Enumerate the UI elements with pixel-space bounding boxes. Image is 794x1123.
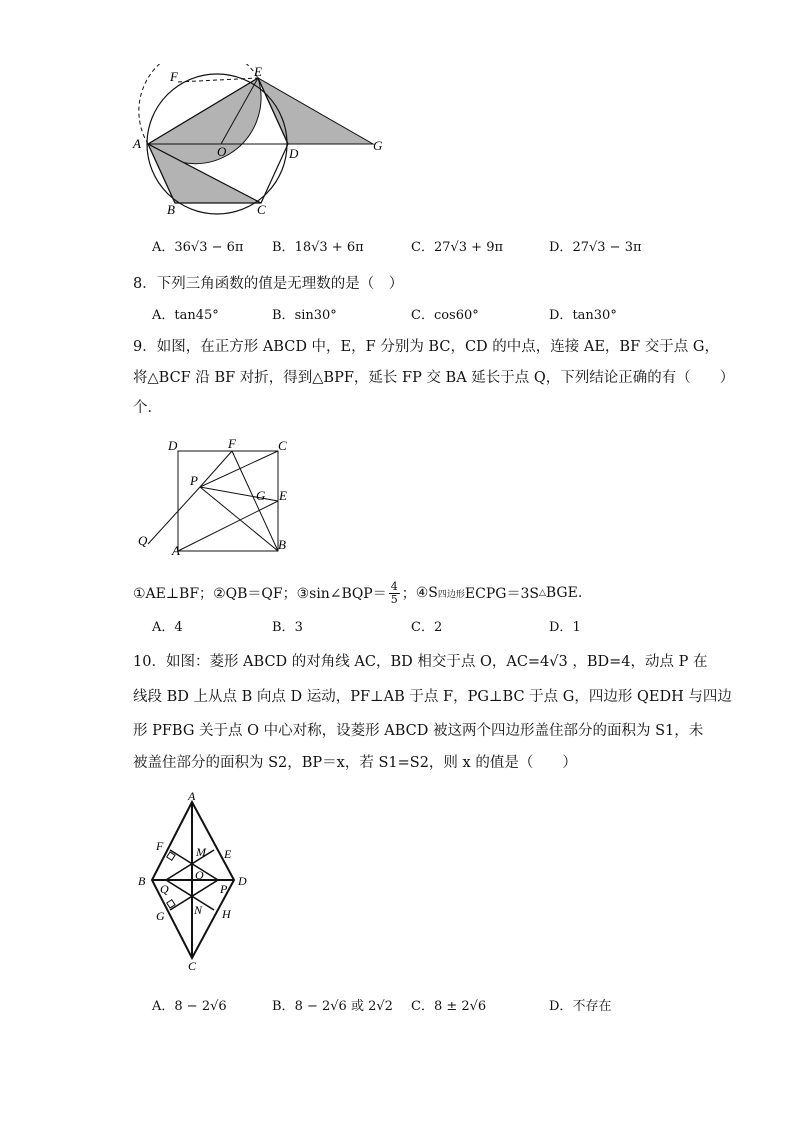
q9-figure [136, 432, 300, 556]
option-letter: B． [272, 240, 295, 255]
q10-stem-line3: 形 PFBG 关于点 O 中心对称，设菱形 ABCD 被这两个四边形盖住部分的面积为 S1，未 [133, 723, 704, 739]
q10-option-a[interactable] [152, 997, 227, 1017]
q9-line-pe [200, 487, 278, 501]
q9-fraction-numerator: 4 [390, 579, 398, 593]
q7-shaded-triangle-eg [258, 78, 373, 144]
q9-option-c[interactable] [411, 618, 442, 638]
q9-label-p: P [190, 473, 198, 488]
q9-label-b: B [278, 537, 286, 552]
q9-label-a: A [172, 543, 180, 556]
q10-label-q: Q [160, 882, 169, 896]
q9-conclusion-2: ②QB＝QF； [213, 586, 297, 602]
q9-conclusion-4-prefix: ④S [415, 585, 438, 601]
option-letter: A． [152, 308, 175, 323]
option-letter: C． [411, 240, 434, 255]
q7-label-o: O [217, 144, 227, 159]
q9-line-pb [200, 487, 278, 551]
q9-stem-line2: 将△BCF 沿 BF 对折，得到△BPF，延长 FP 交 BA 延长于点 Q，下列结论正确的有（ ） [133, 370, 735, 386]
option-text: 3 [294, 620, 303, 635]
q10-label-a: A [188, 790, 196, 803]
q10-label-m: M [196, 845, 206, 859]
option-text: 4 [174, 620, 183, 635]
q7-shaded-sector [148, 78, 261, 164]
option-text: 8 − 2√6 [174, 999, 227, 1014]
q7-option-c[interactable] [411, 238, 503, 258]
q10-label-d: D [238, 874, 247, 888]
q8-stem: 8．下列三角函数的值是无理数的是（ ） [133, 276, 404, 292]
q7-label-g: G [373, 138, 383, 153]
option-text: 27√3 + 9π [433, 240, 504, 255]
q9-conclusion-3-suffix: ； [401, 586, 416, 602]
option-text: sin30° [294, 308, 337, 323]
q9-conclusion-4-mid: ECPG＝3S [464, 586, 539, 602]
option-text: tan45° [174, 308, 219, 323]
q10-stem-line1: 10．如图：菱形 ABCD 的对角线 AC，BD 相交于点 O，AC=4√3 ，BD=4，动点 P 在 [133, 654, 708, 670]
q9-label-d: D [168, 438, 178, 453]
q9-fraction-denominator: 5 [390, 592, 398, 606]
q10-label-p: P [220, 882, 228, 896]
q9-label-e: E [279, 488, 287, 503]
option-text: 1 [572, 620, 581, 635]
q10-label-o: O [195, 868, 204, 882]
option-letter: D． [549, 308, 573, 323]
q9-line-qp [148, 487, 200, 544]
q7-label-e: E [254, 64, 262, 79]
q9-conclusions [133, 580, 582, 606]
q9-option-d[interactable] [549, 618, 581, 638]
option-text: cos60° [433, 308, 479, 323]
option-letter: B． [272, 999, 295, 1014]
q9-conclusion-4-sub2: △ [538, 588, 546, 598]
option-letter: D． [549, 620, 573, 635]
q9-fraction [389, 581, 400, 606]
q9-stem-line1: 9．如图，在正方形 ABCD 中，E，F 分别为 BC，CD 的中点，连接 AE，BF 交于点 G， [133, 339, 719, 355]
q7-label-c: C [257, 202, 266, 217]
q9-label-c: C [278, 438, 287, 453]
q10-label-c: C [188, 959, 197, 972]
q7-option-a[interactable] [152, 238, 243, 258]
q9-option-a[interactable] [152, 618, 183, 638]
q10-stem-line4: 被盖住部分的面积为 S2，BP＝x，若 S1=S2，则 x 的值是（ ） [133, 755, 577, 771]
q7-label-b: B [167, 202, 175, 217]
q10-label-b: B [138, 874, 146, 888]
q10-figure [134, 790, 254, 972]
option-letter: B． [272, 620, 295, 635]
q9-label-f: F [228, 436, 236, 451]
option-text: 8 − 2√6 或 2√2 [294, 999, 393, 1014]
q9-line-ae [178, 501, 278, 551]
option-letter: C． [411, 999, 434, 1014]
q10-label-g: G [156, 909, 165, 923]
option-letter: C． [411, 620, 434, 635]
option-letter: D． [549, 240, 573, 255]
q8-option-d[interactable] [549, 306, 617, 326]
q9-line-fb [232, 451, 278, 551]
q10-label-h: H [222, 907, 231, 921]
option-text: 不存在 [572, 999, 612, 1014]
q9-conclusion-4-sub: 四边形 [437, 589, 465, 600]
q10-option-d[interactable] [549, 997, 611, 1017]
q8-option-c[interactable] [411, 306, 479, 326]
q7-label-f: F [170, 69, 178, 84]
q9-stem-line3: 个． [133, 400, 162, 416]
q7-option-d[interactable] [549, 238, 642, 258]
option-letter: B． [272, 308, 295, 323]
option-letter: D． [549, 999, 573, 1014]
q8-option-a[interactable] [152, 306, 219, 326]
q9-line-fp [200, 451, 232, 487]
q9-label-g: G [256, 488, 266, 503]
q9-conclusion-1: ①AE⊥BF； [133, 586, 214, 602]
q9-conclusion-4-suffix: BGE. [545, 585, 583, 601]
option-letter: A． [152, 620, 175, 635]
q7-label-d: D [289, 146, 299, 161]
q10-option-b[interactable] [272, 997, 393, 1017]
q9-label-q: Q [138, 533, 148, 548]
q10-label-e: E [224, 847, 232, 861]
option-letter: C． [411, 308, 434, 323]
option-text: 27√3 − 3π [572, 240, 642, 255]
q8-option-b[interactable] [272, 306, 337, 326]
option-text: 18√3 + 6π [294, 240, 364, 255]
q10-stem-line2: 线段 BD 上从点 B 向点 D 运动，PF⊥AB 于点 F，PG⊥BC 于点 G，四边形 QEDH 与四边 [133, 689, 732, 705]
q10-label-n: N [194, 903, 203, 917]
q10-line-pf [170, 850, 218, 880]
q9-line-pc [200, 451, 278, 487]
q9-option-b[interactable] [272, 618, 303, 638]
option-letter: A． [152, 240, 175, 255]
q10-option-c[interactable] [411, 997, 486, 1017]
q7-figure [128, 64, 390, 220]
option-text: 2 [433, 620, 443, 635]
option-text: 36√3 − 6π [174, 240, 244, 255]
q7-label-a: A [133, 136, 141, 151]
q9-conclusion-3-prefix: ③sin∠BQP＝ [296, 586, 387, 602]
q10-label-f: F [156, 839, 164, 853]
option-letter: A． [152, 999, 175, 1014]
q7-option-b[interactable] [272, 238, 364, 258]
option-text: tan30° [572, 308, 617, 323]
option-text: 8 ± 2√6 [433, 999, 487, 1014]
